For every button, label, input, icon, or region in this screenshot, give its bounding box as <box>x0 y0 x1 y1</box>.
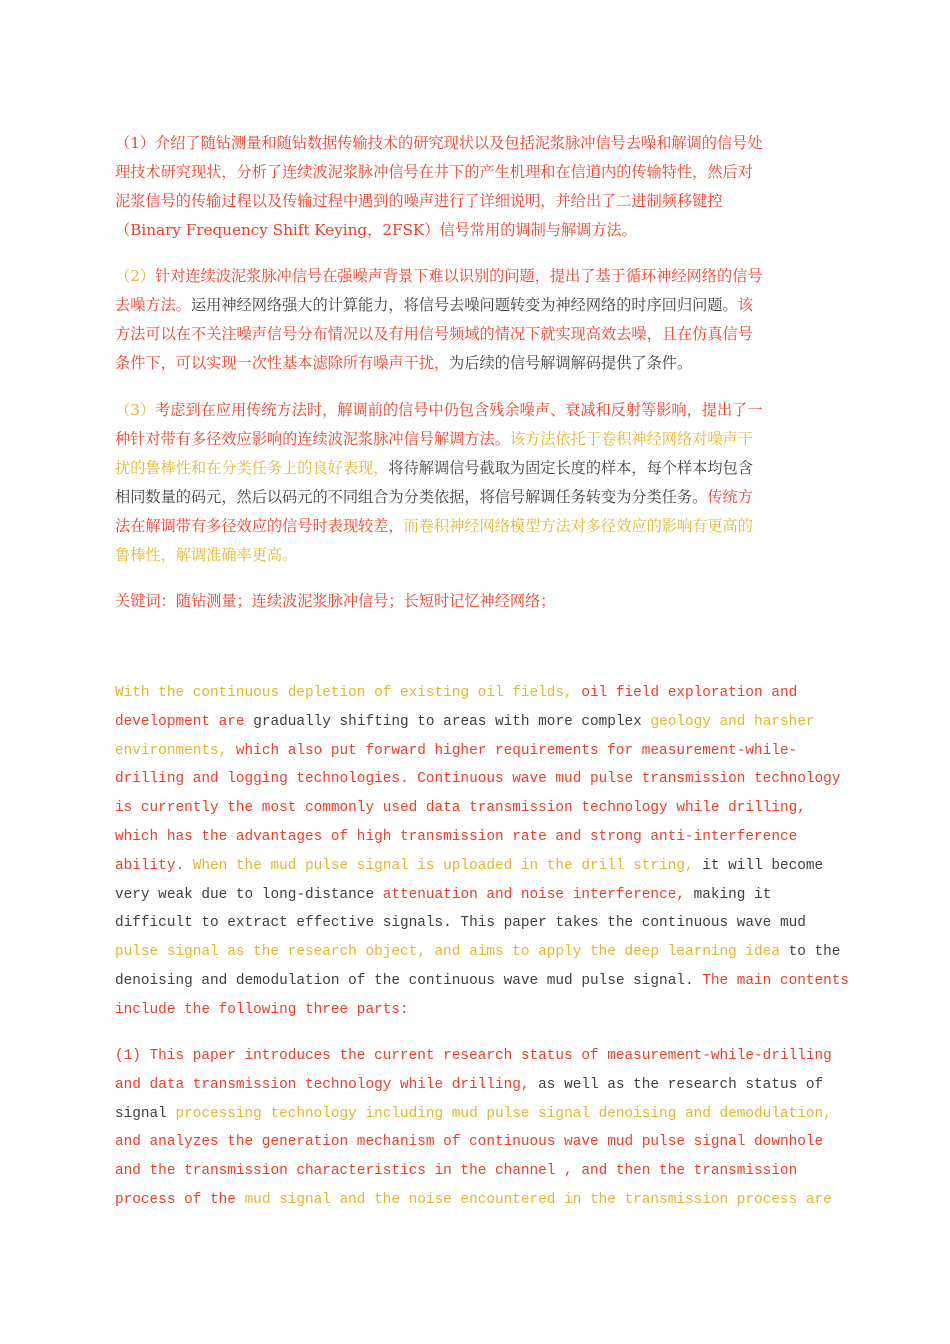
text-line <box>115 1100 855 1129</box>
text-segment: difficult to extract effective signals. This paper takes the continuous wave mud <box>115 915 806 932</box>
text-line <box>115 737 855 766</box>
text-line <box>115 216 835 245</box>
text-segment: include the following three parts: <box>115 1001 409 1018</box>
text-segment: 该 <box>737 296 753 314</box>
text-segment: gradually shifting to areas with more complex <box>253 713 651 730</box>
text-segment: 考虑到在应用传统方法时，解调前的信号中仍包含残余噪声、衰减和反射等影响，提出了一 <box>155 401 763 419</box>
text-segment: which also put forward higher requirements for measurement-while- <box>235 742 798 759</box>
text-segment: （3） <box>115 401 156 419</box>
text-segment: (1) This paper introduces the current research status of measurement-while-drilling <box>115 1048 832 1064</box>
text-segment: processing technology including mud pulse signal denoising and demodulation, <box>175 1105 832 1122</box>
text-line <box>115 454 835 483</box>
text-line <box>115 909 855 938</box>
text-segment: process of the <box>115 1191 245 1208</box>
text-segment: 法在解调带有多径效应的信号时表现较差， <box>115 517 404 535</box>
text-segment: it will become <box>702 857 824 874</box>
text-segment: geology and harsher <box>650 713 815 730</box>
text-line <box>115 881 855 910</box>
text-line <box>115 996 855 1025</box>
paragraph-zh-3 <box>115 396 835 570</box>
text-line <box>115 1042 855 1071</box>
text-segment: to the <box>788 944 841 961</box>
text-segment: drilling and logging technologies. Continuous wave mud pulse transmission technology <box>115 771 841 788</box>
text-segment: 条件下，可以实现一次性基本滤除所有噪声干扰， <box>115 354 450 372</box>
text-segment: 鲁棒性，解调准确率更高。 <box>115 546 298 564</box>
paragraph-zh-2 <box>115 262 835 378</box>
text-segment: 将待解调信号截取为固定长度的样本，每个样本均包含 <box>388 459 753 477</box>
text-segment: denoising and demodulation of the continuous wave mud pulse signal. <box>115 972 703 989</box>
text-segment: 泥浆信号的传输过程以及传输过程中遇到的噪声进行了详细说明，并给出了二进制频移键控 <box>115 192 723 210</box>
text-segment: （Binary Frequency Shift Keying，2FSK）信号常用的调制与解调方法。 <box>115 221 637 239</box>
text-line <box>115 587 835 616</box>
text-line <box>115 425 835 454</box>
text-segment: which has the advantages of high transmission rate and strong anti-interference <box>115 828 798 845</box>
text-line <box>115 349 835 378</box>
text-line <box>115 187 835 216</box>
text-line <box>115 794 855 823</box>
text-segment: very weak due to long-distance <box>115 886 383 903</box>
text-segment: ability. <box>115 857 193 874</box>
text-segment: as well as the research status of <box>538 1076 824 1093</box>
text-segment: 而卷积神经网络模型方法对多径效应的影响有更高的 <box>403 517 753 535</box>
text-line <box>115 1186 855 1215</box>
text-line <box>115 852 855 881</box>
text-line <box>115 129 835 158</box>
text-line <box>115 938 855 967</box>
text-segment: 去噪方法。 <box>115 296 191 314</box>
text-segment: 该方法依托于卷积神经网络对噪声干 <box>509 430 753 448</box>
text-segment: and data transmission technology while drilling, <box>115 1076 539 1093</box>
keywords-line <box>115 587 835 616</box>
text-segment: 为后续的信号解调解码提供了条件。 <box>449 354 693 372</box>
text-segment: oil field exploration and <box>581 685 798 701</box>
text-segment: is currently the most commonly used data transmission technology while drilling, <box>115 800 806 817</box>
text-segment: When the mud pulse signal is uploaded in the drill string, <box>192 857 703 874</box>
paragraph-zh-1 <box>115 129 835 245</box>
text-segment: development are <box>115 713 254 730</box>
text-segment: 扰的鲁棒性和在分类任务上的良好表现， <box>115 459 389 477</box>
text-line <box>115 1157 855 1186</box>
text-line <box>115 396 835 425</box>
text-line <box>115 708 855 737</box>
text-line <box>115 679 855 708</box>
text-line <box>115 541 835 570</box>
text-segment: 方法可以在不关注噪声信号分布情况以及有用信号频域的情况下就实现高效去噪，且在仿真信号 <box>115 325 753 343</box>
text-line <box>115 765 855 794</box>
text-segment: With the continuous depletion of existing oil fields, <box>115 685 582 701</box>
text-segment: The main contents <box>702 972 850 989</box>
text-segment: （2） <box>115 267 156 285</box>
text-segment: 关键词：随钻测量；连续波泥浆脉冲信号；长短时记忆神经网络； <box>115 592 556 610</box>
text-segment: 运用神经网络强大的计算能力，将信号去噪问题转变为神经网络的时序回归问题。 <box>190 296 738 314</box>
abstract-en-point-1 <box>115 1042 855 1215</box>
text-segment: mud signal and the noise encountered in the transmission process are <box>244 1191 832 1208</box>
text-segment: 理技术研究现状，分析了连续波泥浆脉冲信号在井下的产生机理和在信道内的传输特性，然后对 <box>115 163 753 181</box>
text-segment: and analyzes the generation mechanism of continuous wave mud pulse signal downhole <box>115 1134 824 1151</box>
text-line <box>115 158 835 187</box>
text-line <box>115 1071 855 1100</box>
text-segment: pulse signal as the research object, and aims to apply the deep learning idea <box>115 944 789 961</box>
abstract-en-paragraph <box>115 679 855 1025</box>
text-line <box>115 967 855 996</box>
text-line <box>115 320 835 349</box>
text-line <box>115 483 835 512</box>
text-line <box>115 291 835 320</box>
text-segment: 传统方 <box>707 488 753 506</box>
text-segment: 种针对带有多径效应影响的连续波泥浆脉冲信号解调方法。 <box>115 430 510 448</box>
text-segment: and the transmission characteristics in the channel , and then the transmission <box>115 1163 798 1180</box>
text-segment: （1）介绍了随钻测量和随钻数据传输技术的研究现状以及包括泥浆脉冲信号去噪和解调的信号处 <box>115 134 763 152</box>
text-segment: environments, <box>115 742 236 759</box>
text-line <box>115 262 835 291</box>
text-segment: making it <box>693 886 772 903</box>
text-segment: 针对连续波泥浆脉冲信号在强噪声背景下难以识别的问题，提出了基于循环神经网络的信号 <box>155 267 763 285</box>
text-segment: attenuation and noise interference, <box>382 886 694 903</box>
text-segment: 相同数量的码元，然后以码元的不同组合为分类依据，将信号解调任务转变为分类任务。 <box>115 488 708 506</box>
text-line <box>115 1128 855 1157</box>
text-segment: signal <box>115 1105 176 1122</box>
text-line <box>115 512 835 541</box>
text-line <box>115 823 855 852</box>
